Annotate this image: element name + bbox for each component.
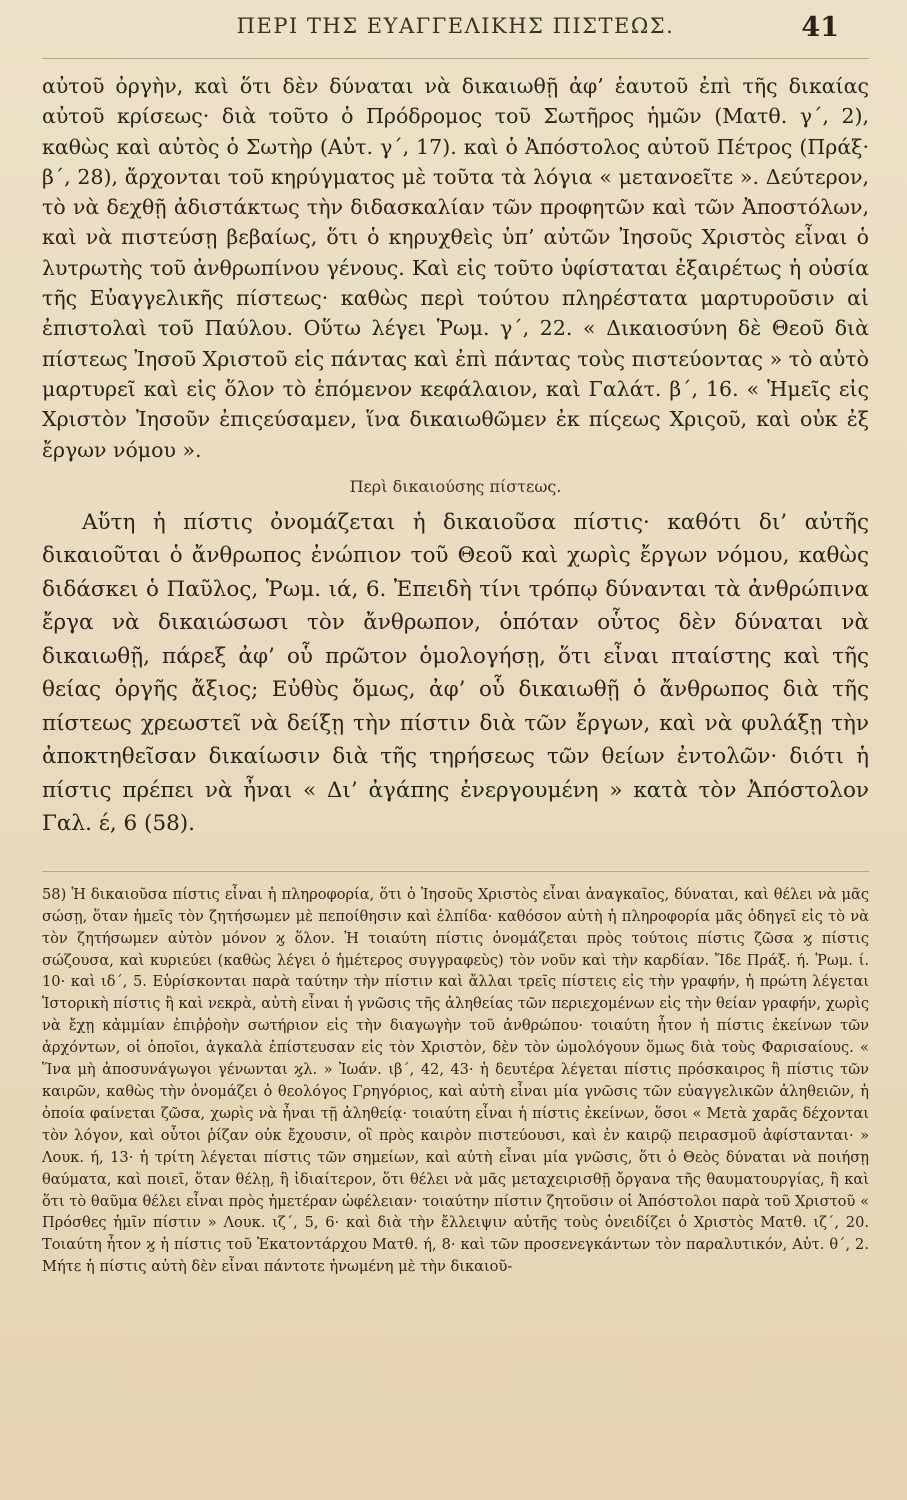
footnote-text: 58) Ἡ δικαιοῦσα πίστις εἶναι ἡ πληροφορία, ὅτι ὁ Ἰησοῦς Χριστὸς εἶναι ἀναγκαῖος, δύναται, καὶ θέλει νὰ μᾶς σώσῃ, ὅταν ἡμεῖς τὸν ζητήσωμεν μὲ πεποίθησιν καὶ ἐλπίδα· καθόσον αὐτὴ ἡ πληροφορία μᾶς ὁδηγεῖ εἰς τὸ νὰ τὸν ζητήσωμεν αὐτὸν μόνον ϗ ὅλον. Ἡ τοιαύτη πίστις ὀνομάζεται πρὸς τούτοις πίστις ζῶσα ϗ πίστις σώζουσα, καὶ κυριεύει (καθὼς λέγει ὁ ἡμέτερος συγγραφεὺς) τὸν νοῦν καὶ τὴν καρδίαν. Ἴδε Πράξ. ή. Ῥωμ. ί. 10· καὶ ιδ΄, 5. Εὑρίσκονται παρὰ ταύτην τὴν πίστιν καὶ ἄλλαι τρεῖς πίστεις εἰς τὴν γραφήν, ἡ πρώτη λέγεται Ἱστορικὴ πίστις ἢ καὶ νεκρὰ, αὐτὴ εἶναι ἡ γνῶσις τῆς ἀληθείας τῶν περιεχομένων εἰς τὴν θείαν γραφήν, χωρὶς νὰ ἔχῃ κἀμμίαν ἐπιῤῥοὴν σωτήριον εἰς τὴν διαγωγὴν τοῦ ἀνθρώπου· τοιαύτη ἦτον ἡ πίστις ἐκείνων τῶν ἀρχόντων, οἱ ὁποῖοι, ἀγκαλὰ ἐπίστευσαν εἰς τὸν Χριστὸν, δὲν τὸν ὡμολόγουν ὅμως διὰ τοὺς Φαρισαίους. « Ἵνα μὴ ἀποσυνάγωγοι γένωνται ϗλ. » Ἰωάν. ιβ΄, 42, 43· ἡ δευτέρα λέγεται πίστις πρόσκαιρος ἢ πίστις τῶν καιρῶν, καθὼς τὴν ὀνομάζει ὁ θεολόγος Γρηγόριος, καὶ αὐτὴ εἶναι μία γνῶσις τῶν εὐαγγελικῶν ἀληθειῶν, ἡ ὁποία φαίνεται ζῶσα, χωρὶς νὰ ἦναι τῇ ἀληθείᾳ· τοιαύτη εἶναι ἡ πίστις ἐκείνων, ὅσοι « Μετὰ χαρᾶς δέχονται τὸν λόγον, καὶ οὗτοι ῥίζαν οὐκ ἔχουσιν, οἳ πρὸς καιρὸν πιστεύουσι, καὶ ἐν καιρῷ πειρασμοῦ ἀφίστανται· » Λουκ. ή, 13· ἡ τρίτη λέγεται πίστις τῶν σημείων, καὶ αὐτὴ εἶναι μία γνῶσις, ὅτι ὁ Θεὸς δύναται νὰ ποιήσῃ θαύματα, καὶ ποιεῖ, ὅταν θέλῃ, ἢ ἰδιαίτερον, ὅτι θέλει νὰ μᾶς μεταχειρισθῇ ὄργανα τῆς θαυματουργίας, ἢ καὶ ὅτι τὸ θαῦμα θέλει εἶναι πρὸς ἡμετέραν ὠφέλειαν· τοιαύτην πίστιν ζητοῦσιν οἱ Ἀπόστολοι παρὰ τοῦ Χριστοῦ « Πρόσθες ἡμῖν πίστιν » Λουκ. ιζ΄, 5, 6· καὶ διὰ τὴν ἔλλειψιν αὐτῆς τοὺς ὀνειδίζει ὁ Χριστὸς Ματθ. ιζ΄, 20. Τοιαύτη ἦτον ϗ ἡ πίστις τοῦ Ἑκατοντάρχου Ματθ. ή, 8· καὶ τῶν προσενεγκάντων τὸν παραλυτικόν, Αὐτ. θ΄, 2. Μήτε ἡ πίστις αὐτὴ δὲν εἶναι πάντοτε ἡνωμένη μὲ τὴν δικαιοῦ- bbox=[42, 885, 869, 1276]
footnote-divider bbox=[42, 871, 869, 872]
body-paragraph: Αὕτη ἡ πίστις ὀνομάζεται ἡ δικαιοῦσα πίστις· καθότι δι’ αὐτῆς δικαιοῦται ὁ ἄνθρωπος ἐνώπιον τοῦ Θεοῦ καὶ χωρὶς ἔργων νόμου, καθὼς διδάσκει ὁ Παῦλος, Ῥωμ. ιά, 6. Ἐπειδὴ τίνι τρόπῳ δύνανται τὰ ἀνθρώπινα ἔργα νὰ δικαιώσωσι τὸν ἄνθρωπον, ὁπόταν οὗτος δὲν δύναται νὰ δικαιωθῇ, πάρεξ ἀφ’ οὗ πρῶτον ὁμολογήσῃ, ὅτι εἶναι πταίστης καὶ τῆς θείας ὀργῆς ἄξιος; Εὐθὺς ὅμως, ἀφ’ οὗ δικαιωθῇ ὁ ἄνθρωπος διὰ τῆς πίστεως χρεωστεῖ νὰ δείξῃ τὴν πίστιν διὰ τῶν ἔργων, καὶ νὰ φυλάξῃ τὴν ἀποκτηθεῖσαν δικαίωσιν διὰ τῆς τηρήσεως τῶν θείων ἐντολῶν· διότι ἡ πίστις πρέπει νὰ ἦναι « Δι’ ἀγάπης ἐνεργουμένη » κατὰ τὸν Ἀπόστολον Γαλ. έ, 6 (58). bbox=[42, 509, 869, 837]
page-number: 41 bbox=[801, 12, 839, 43]
running-title: ΠΕΡΙ ΤΗΣ ΕΥΑΓΓΕΛΙΚΗΣ ΠΙΣΤΕΩΣ. bbox=[236, 14, 675, 38]
running-header bbox=[42, 14, 869, 59]
main-text bbox=[42, 71, 869, 841]
footnote bbox=[42, 884, 869, 1278]
body-paragraph: αὐτοῦ ὀργὴν, καὶ ὅτι δὲν δύναται νὰ δικαιωθῇ ἀφ’ ἑαυτοῦ ἐπὶ τῆς δικαίας αὐτοῦ κρίσεως· διὰ τοῦτο ὁ Πρόδρομος τοῦ Σωτῆρος ἡμῶν (Ματθ. γ΄, 2), καθὼς καὶ αὐτὸς ὁ Σωτὴρ (Αὐτ. γ΄, 17). καὶ ὁ Ἀπόστολος αὐτοῦ Πέτρος (Πράξ· β΄, 28), ἄρχονται τοῦ κηρύγματος μὲ τοῦτα τὰ λόγια « μετανοεῖτε ». Δεύτερον, τὸ νὰ δεχθῇ ἀδιστάκτως τὴν διδασκαλίαν τῶν προφητῶν καὶ τῶν Ἀποστόλων, καὶ νὰ πιστεύσῃ βεβαίως, ὅτι ὁ κηρυχθεὶς ὑπ’ αὐτῶν Ἰησοῦς Χριστὸς εἶναι ὁ λυτρωτὴς τοῦ ἀνθρωπίνου γένους. Καὶ εἰς τοῦτο ὑφίσταται ἐξαιρέτως ἡ οὐσία τῆς Εὐαγγελικῆς πίστεως· καθὼς περὶ τούτου πληρέστατα μαρτυροῦσιν αἱ ἐπιστολαὶ τοῦ Παύλου. Οὕτω λέγει Ῥωμ. γ΄, 22. « Δικαιοσύνη δὲ Θεοῦ διὰ πίστεως Ἰησοῦ Χριστοῦ εἰς πάντας καὶ ἐπὶ πάντας τοὺς πιστεύοντας » τὸ αὐτὸ μαρτυρεῖ καὶ εἰς ὅλον τὸ ἑπόμενον κεφάλαιον, καὶ Γαλάτ. β΄, 16. « Ἡμεῖς εἰς Χριστὸν Ἰησοῦν ἐπιςεύσαμεν, ἵνα δικαιωθῶμεν ἐκ πίςεως Χριςοῦ, καὶ οὐκ ἐξ ἔργων νόμου ». bbox=[42, 74, 869, 462]
section-heading: Περὶ δικαιούσης πίστεως. bbox=[349, 476, 562, 496]
